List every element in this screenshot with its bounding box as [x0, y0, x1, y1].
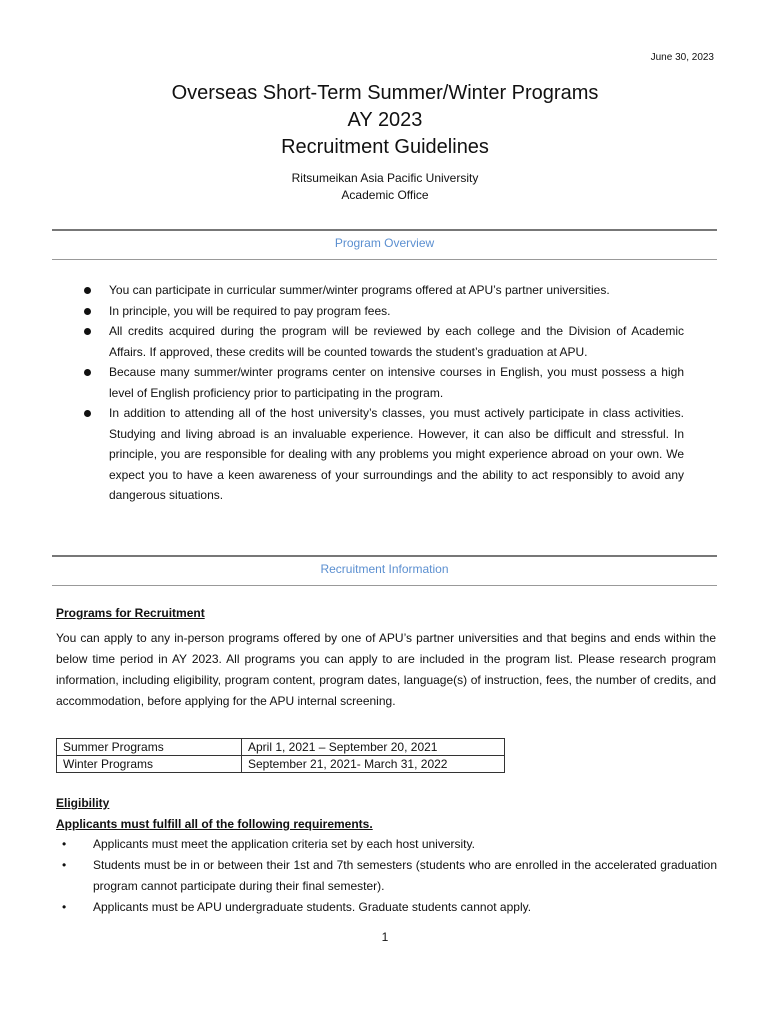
organization-info	[0, 170, 770, 204]
period-name: Winter Programs	[57, 756, 242, 773]
eligibility-subheading: Applicants must fulfill all of the following requirements.	[56, 817, 373, 831]
recruitment-info-heading: Recruitment Information	[52, 555, 717, 586]
document-date: June 30, 2023	[650, 52, 714, 63]
bullet-icon: •	[62, 900, 67, 914]
eligibility-heading: Eligibility	[56, 796, 110, 810]
programs-description: You can apply to any in-person programs offered by one of APU’s partner universities and that begins and ends within the below time period in AY 2023. All programs you can apply to are included in the program list. Please research program information, including eligibility, program content, program dates, language(s) of instruction, fees, the number of credits, and accommodation, before applying for the APU internal screening.	[56, 631, 716, 708]
list-item: You can participate in curricular summer/winter programs offered at APU’s partner universities.	[84, 280, 684, 301]
list-item: Because many summer/winter programs center on intensive courses in English, you must possess a high level of English proficiency prior to participating in the program.	[84, 362, 684, 403]
bullet-icon	[84, 328, 91, 335]
period-range: April 1, 2021 – September 20, 2021	[242, 739, 505, 756]
title-line-1: Overseas Short-Term Summer/Winter Programs	[171, 82, 599, 104]
programs-for-recruitment-heading: Programs for Recruitment	[56, 606, 205, 620]
period-range: September 21, 2021- March 31, 2022	[242, 756, 505, 773]
program-period-table	[56, 738, 505, 773]
period-name: Summer Programs	[57, 739, 242, 756]
list-item: In addition to attending all of the host university’s classes, you must actively participate in class activities. Studying and living abroad is an invaluable experience. However, it can also be difficult and stressful. In principle, you are responsible for dealing with any problems you might experience abroad on your own. We expect you to have a keen awareness of your surroundings and the ability to act responsibly to avoid any dangerous situations.	[84, 403, 684, 506]
bullet-icon	[84, 308, 91, 315]
bullet-icon	[84, 369, 91, 376]
overview-bullet-list	[84, 280, 684, 506]
university-name: Ritsumeikan Asia Pacific University	[291, 171, 479, 185]
title-line-2: AY 2023	[347, 109, 423, 131]
bullet-icon	[84, 287, 91, 294]
title-line-3: Recruitment Guidelines	[281, 136, 489, 158]
list-item: • Applicants must meet the application criteria set by each host university.	[62, 834, 717, 855]
page-number: 1	[381, 930, 389, 944]
document-title	[0, 80, 770, 161]
bullet-icon	[84, 410, 91, 417]
bullet-icon: •	[62, 837, 67, 851]
list-item: • Applicants must be APU undergraduate students. Graduate students cannot apply.	[62, 897, 717, 918]
bullet-icon: •	[62, 858, 67, 872]
table-row	[57, 756, 505, 773]
list-item: All credits acquired during the program will be reviewed by each college and the Division of Academic Affairs. If approved, these credits will be counted towards the student’s graduation at APU.	[84, 321, 684, 362]
program-overview-heading: Program Overview	[52, 229, 717, 260]
list-item: In principle, you will be required to pay program fees.	[84, 301, 684, 322]
table-row	[57, 739, 505, 756]
list-item: • Students must be in or between their 1st and 7th semesters (students who are enrolled in the accelerated graduation program cannot participate during their final semester).	[62, 855, 717, 897]
requirements-list	[62, 834, 717, 918]
office-name: Academic Office	[341, 188, 429, 202]
